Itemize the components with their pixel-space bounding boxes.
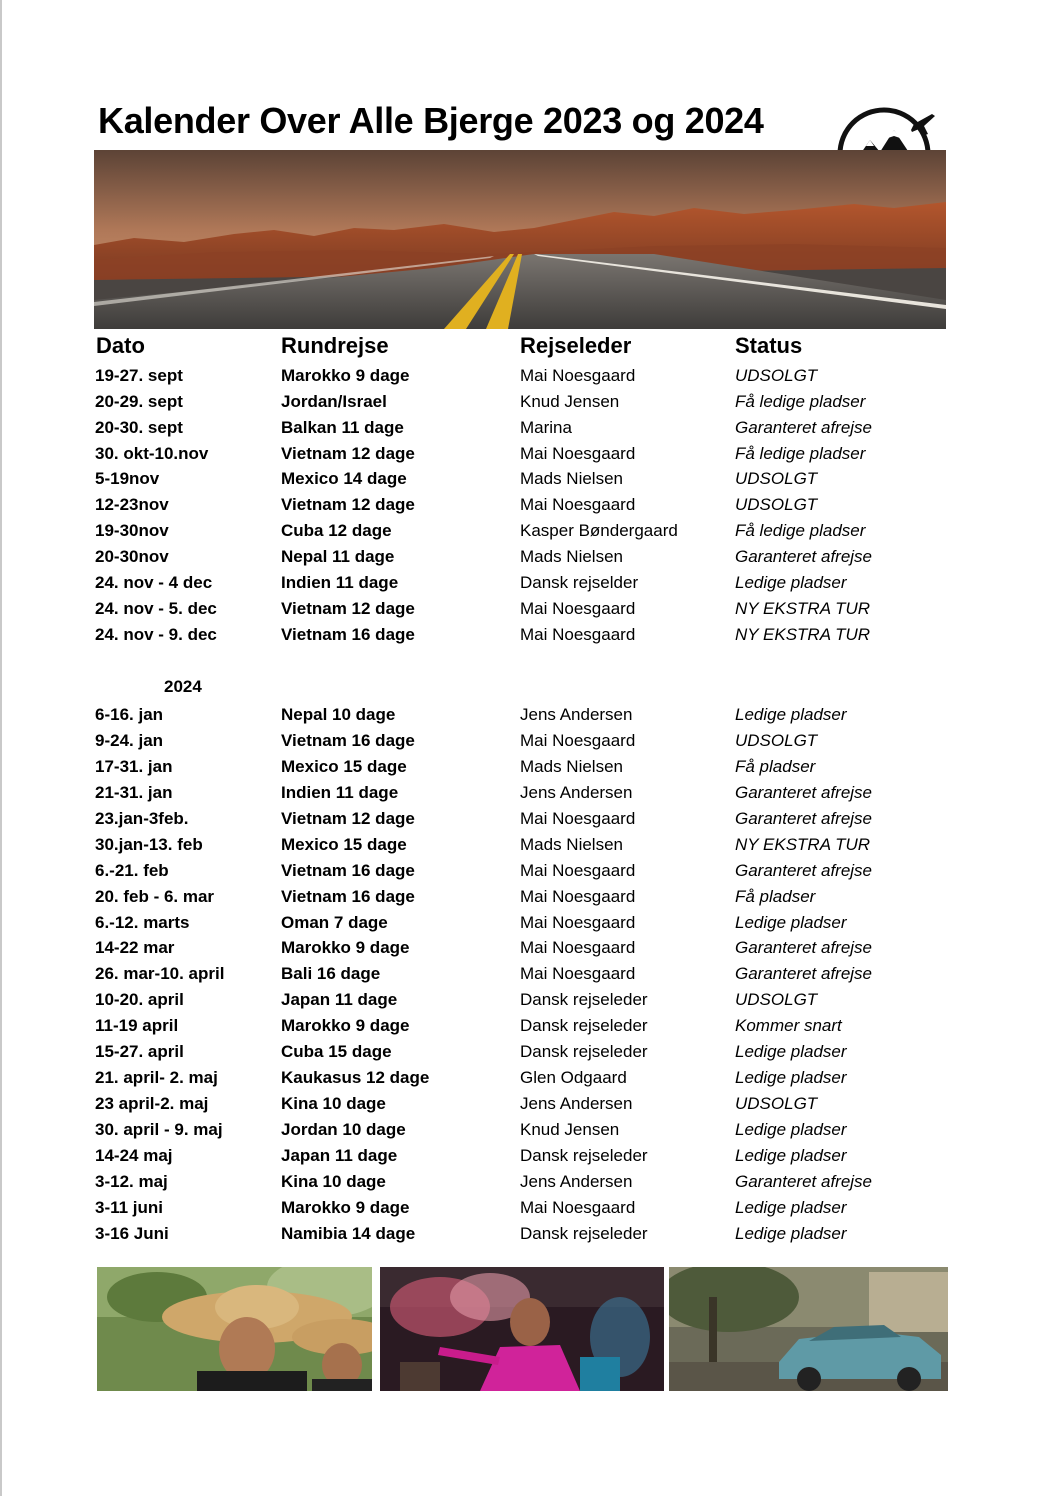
table-row: [0, 1198, 1061, 1224]
row-tour: Kina 10 dage: [281, 1094, 386, 1113]
row-status: Få pladser: [735, 887, 816, 906]
column-header-date: Dato: [96, 333, 145, 358]
row-status: Ledige pladser: [735, 705, 847, 724]
photo-classic-car: [669, 1267, 948, 1391]
table-row: [0, 964, 1061, 990]
column-header-tour: Rundrejse: [281, 333, 389, 358]
row-tour: Namibia 14 dage: [281, 1224, 416, 1243]
row-tour: Mexico 14 dage: [281, 469, 407, 488]
row-tour: Balkan 11 dage: [281, 418, 404, 437]
table-row: [0, 1016, 1061, 1042]
row-tour: Vietnam 12 dage: [281, 809, 415, 828]
row-tour: Bali 16 dage: [281, 964, 381, 983]
row-status: UDSOLGT: [735, 731, 818, 750]
row-tour: Vietnam 12 dage: [281, 444, 415, 463]
row-date: 20-29. sept: [95, 392, 183, 411]
row-date: 3-11 juni: [95, 1198, 164, 1217]
row-leader: Mads Nielsen: [520, 757, 623, 776]
photo-holi-festival: [380, 1267, 664, 1391]
row-leader: Glen Odgaard: [520, 1068, 627, 1087]
row-tour: Marokko 9 dage: [281, 938, 410, 957]
row-leader: Mads Nielsen: [520, 547, 623, 566]
row-status: UDSOLGT: [735, 990, 818, 1009]
table-row: [0, 599, 1061, 625]
row-tour: Mexico 15 dage: [281, 757, 407, 776]
table-row: [0, 444, 1061, 470]
row-tour: Vietnam 16 dage: [281, 887, 415, 906]
row-status: Få ledige pladser: [735, 444, 866, 463]
row-date: 15-27. april: [95, 1042, 184, 1061]
row-leader: Dansk rejseleder: [520, 1224, 648, 1243]
row-tour: Jordan 10 dage: [281, 1120, 406, 1139]
row-tour: Indien 11 dage: [281, 783, 399, 802]
row-leader: Mai Noesgaard: [520, 599, 636, 618]
row-tour: Cuba 15 dage: [281, 1042, 392, 1061]
row-status: Garanteret afrejse: [735, 1172, 873, 1191]
table-row: [0, 1094, 1061, 1120]
table-row: [0, 887, 1061, 913]
row-tour: Vietnam 16 dage: [281, 731, 415, 750]
row-status: Ledige pladser: [735, 913, 847, 932]
row-tour: Vietnam 16 dage: [281, 861, 415, 880]
row-date: 30. april - 9. maj: [95, 1120, 223, 1139]
row-leader: Dansk rejseleder: [520, 1016, 648, 1035]
table-row: [0, 1042, 1061, 1068]
row-status: UDSOLGT: [735, 469, 818, 488]
row-date: 14-24 maj: [95, 1146, 173, 1165]
row-tour: Japan 11 dage: [281, 990, 398, 1009]
table-row: [0, 521, 1061, 547]
row-status: Garanteret afrejse: [735, 418, 873, 437]
table-row: [0, 1068, 1061, 1094]
table-row: [0, 1120, 1061, 1146]
row-tour: Oman 7 dage: [281, 913, 388, 932]
column-header-status: Status: [735, 333, 803, 358]
row-date: 20-30. sept: [95, 418, 183, 437]
table-row: [0, 392, 1061, 418]
row-status: Garanteret afrejse: [735, 783, 873, 802]
row-tour: Marokko 9 dage: [281, 1198, 410, 1217]
row-date: 3-16 Juni: [95, 1224, 169, 1243]
row-leader: Dansk rejseleder: [520, 1146, 648, 1165]
row-status: Garanteret afrejse: [735, 861, 873, 880]
row-tour: Kina 10 dage: [281, 1172, 386, 1191]
row-status: NY EKSTRA TUR: [735, 599, 871, 618]
row-date: 30.jan-13. feb: [95, 835, 203, 854]
row-leader: Jens Andersen: [520, 1094, 633, 1113]
row-status: Ledige pladser: [735, 1120, 847, 1139]
table-row: [0, 1146, 1061, 1172]
row-status: Få ledige pladser: [735, 521, 866, 540]
row-tour: Nepal 11 dage: [281, 547, 395, 566]
table-row: [0, 861, 1061, 887]
row-status: Garanteret afrejse: [735, 938, 873, 957]
year-heading-2024: 2024: [164, 677, 202, 696]
row-tour: Vietnam 12 dage: [281, 495, 415, 514]
table-row: [0, 913, 1061, 939]
table-row: [0, 469, 1061, 495]
row-leader: Mai Noesgaard: [520, 625, 636, 644]
row-tour: Indien 11 dage: [281, 573, 399, 592]
row-date: 26. mar-10. april: [95, 964, 225, 983]
row-leader: Marina: [520, 418, 572, 437]
row-date: 19-30nov: [95, 521, 169, 540]
row-date: 19-27. sept: [95, 366, 183, 385]
row-date: 9-24. jan: [95, 731, 164, 750]
table-row: [0, 1172, 1061, 1198]
row-tour: Cuba 12 dage: [281, 521, 392, 540]
table-row: [0, 495, 1061, 521]
row-tour: Mexico 15 dage: [281, 835, 407, 854]
row-date: 12-23nov: [95, 495, 169, 514]
row-date: 24. nov - 9. dec: [95, 625, 217, 644]
row-leader: Mads Nielsen: [520, 835, 623, 854]
row-status: UDSOLGT: [735, 366, 818, 385]
table-row: [0, 705, 1061, 731]
row-tour: Vietnam 12 dage: [281, 599, 415, 618]
row-leader: Mai Noesgaard: [520, 861, 636, 880]
row-leader: Knud Jensen: [520, 392, 620, 411]
row-tour: Japan 11 dage: [281, 1146, 398, 1165]
row-status: Garanteret afrejse: [735, 547, 873, 566]
row-status: Ledige pladser: [735, 1068, 847, 1087]
row-leader: Mai Noesgaard: [520, 495, 636, 514]
table-row: [0, 731, 1061, 757]
table-row: [0, 366, 1061, 392]
row-tour: Marokko 9 dage: [281, 1016, 410, 1035]
row-leader: Jens Andersen: [520, 1172, 633, 1191]
row-status: Ledige pladser: [735, 573, 847, 592]
row-status: NY EKSTRA TUR: [735, 625, 871, 644]
row-status: Garanteret afrejse: [735, 809, 873, 828]
row-leader: Mai Noesgaard: [520, 964, 636, 983]
row-date: 5-19nov: [95, 469, 160, 488]
row-date: 24. nov - 4 dec: [95, 573, 213, 592]
row-tour: Jordan/Israel: [281, 392, 387, 411]
row-date: 20-30nov: [95, 547, 169, 566]
row-date: 6.-12. marts: [95, 913, 190, 932]
row-tour: Vietnam 16 dage: [281, 625, 415, 644]
row-status: Få ledige pladser: [735, 392, 866, 411]
row-leader: Mai Noesgaard: [520, 444, 636, 463]
table-row: [0, 1224, 1061, 1250]
row-status: NY EKSTRA TUR: [735, 835, 871, 854]
table-row: [0, 835, 1061, 861]
row-date: 23 april-2. maj: [95, 1094, 209, 1113]
photo-mariachi: [97, 1267, 372, 1391]
row-leader: Mai Noesgaard: [520, 1198, 636, 1217]
row-leader: Dansk rejselder: [520, 573, 639, 592]
row-leader: Jens Andersen: [520, 783, 633, 802]
row-leader: Mai Noesgaard: [520, 913, 636, 932]
row-date: 21. april- 2. maj: [95, 1068, 218, 1087]
row-status: Ledige pladser: [735, 1198, 847, 1217]
row-date: 30. okt-10.nov: [95, 444, 209, 463]
row-date: 23.jan-3feb.: [95, 809, 189, 828]
row-date: 21-31. jan: [95, 783, 173, 802]
row-date: 6.-21. feb: [95, 861, 169, 880]
row-date: 14-22 mar: [95, 938, 175, 957]
row-tour: Marokko 9 dage: [281, 366, 410, 385]
column-header-leader: Rejseleder: [520, 333, 632, 358]
row-leader: Mai Noesgaard: [520, 938, 636, 957]
row-status: Garanteret afrejse: [735, 964, 873, 983]
row-leader: Mai Noesgaard: [520, 887, 636, 906]
row-date: 6-16. jan: [95, 705, 164, 724]
table-row: [0, 547, 1061, 573]
row-status: UDSOLGT: [735, 1094, 818, 1113]
row-status: Ledige pladser: [735, 1042, 847, 1061]
row-status: Kommer snart: [735, 1016, 842, 1035]
row-date: 3-12. maj: [95, 1172, 168, 1191]
hero-road-image: [94, 150, 946, 329]
row-leader: Dansk rejseleder: [520, 1042, 648, 1061]
table-row: [0, 757, 1061, 783]
row-date: 24. nov - 5. dec: [95, 599, 217, 618]
page-title: Kalender Over Alle Bjerge 2023 og 2024: [98, 100, 764, 141]
table-row: [0, 809, 1061, 835]
row-leader: Mai Noesgaard: [520, 366, 636, 385]
table-row: [0, 990, 1061, 1016]
row-date: 11-19 april: [95, 1016, 179, 1035]
row-leader: Knud Jensen: [520, 1120, 620, 1139]
row-status: Ledige pladser: [735, 1224, 847, 1243]
table-row: [0, 783, 1061, 809]
row-tour: Kaukasus 12 dage: [281, 1068, 430, 1087]
table-row: [0, 625, 1061, 651]
table-row: [0, 418, 1061, 444]
row-tour: Nepal 10 dage: [281, 705, 396, 724]
row-leader: Mai Noesgaard: [520, 809, 636, 828]
row-leader: Jens Andersen: [520, 705, 633, 724]
row-leader: Mai Noesgaard: [520, 731, 636, 750]
row-leader: Mads Nielsen: [520, 469, 623, 488]
row-date: 10-20. april: [95, 990, 184, 1009]
table-row: [0, 938, 1061, 964]
row-date: 17-31. jan: [95, 757, 173, 776]
row-date: 20. feb - 6. mar: [95, 887, 215, 906]
table-row: [0, 573, 1061, 599]
row-status: Ledige pladser: [735, 1146, 847, 1165]
row-status: Få pladser: [735, 757, 816, 776]
row-leader: Kasper Bøndergaard: [520, 521, 678, 540]
row-status: UDSOLGT: [735, 495, 818, 514]
row-leader: Dansk rejseleder: [520, 990, 648, 1009]
